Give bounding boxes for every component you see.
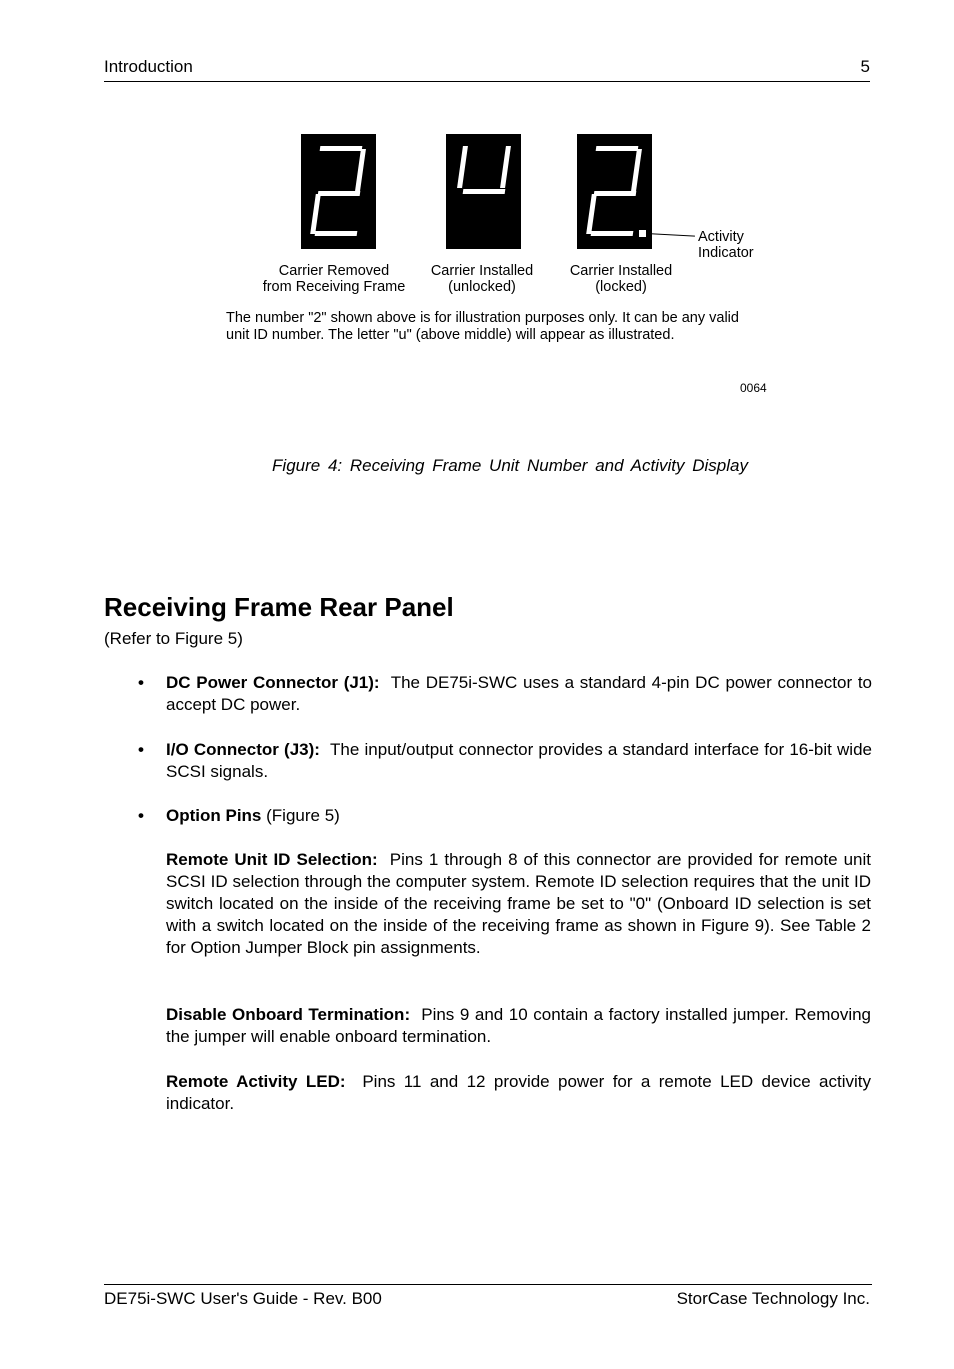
header-rule xyxy=(104,81,870,82)
paragraph-disable-termination xyxy=(166,1004,871,1048)
bullet-dc-power xyxy=(104,672,872,716)
paragraph-label: Remote Unit ID Selection: xyxy=(166,850,378,869)
footer-rule xyxy=(104,1284,872,1285)
bullet-icon: • xyxy=(138,673,144,692)
seven-segment-display-removed xyxy=(301,134,376,249)
bullet-label: Option Pins xyxy=(166,806,262,825)
paragraph-remote-unit-id xyxy=(166,849,871,959)
footer-doc-title: DE75i-SWC User's Guide - Rev. B00 xyxy=(104,1289,382,1308)
figure-caption: Figure 4: Receiving Frame Unit Number and Activity Display xyxy=(272,456,748,475)
callout-activity-indicator: Activity Indicator xyxy=(698,229,754,261)
label-carrier-removed: Carrier Removed from Receiving Frame xyxy=(262,263,406,295)
bullet-io-connector xyxy=(104,739,872,783)
bullet-icon: • xyxy=(138,806,144,825)
paragraph-label: Remote Activity LED: xyxy=(166,1072,346,1091)
footer-company: StorCase Technology Inc. xyxy=(676,1289,870,1308)
section-reference: (Refer to Figure 5) xyxy=(104,629,243,648)
bullet-option-pins xyxy=(104,805,872,827)
paragraph-text: Pins 1 through 8 of this connector are provided for remote unit SCSI ID selection through the computer system. Remote ID selection requires that the unit ID switch located on the inside of the receiving frame be set to "0" (Onboard ID selection is set with a switch located on the inside of the receiving frame as shown in Figure 9). See Table 2 for Option Jumper Block pin assignments. xyxy=(166,850,871,957)
label-carrier-locked: Carrier Installed (locked) xyxy=(569,263,673,295)
paragraph-remote-activity-led xyxy=(166,1071,871,1115)
bullet-text: The DE75i-SWC uses a standard 4-pin DC power connector to accept DC power. xyxy=(166,673,872,714)
seven-segment-display-locked xyxy=(577,134,652,249)
header-section-title: Introduction xyxy=(104,57,193,76)
figure-code: 0064 xyxy=(740,381,767,395)
bullet-text: (Figure 5) xyxy=(266,806,340,825)
figure-note: The number "2" shown above is for illustration purposes only. It can be any valid unit ID number. The letter "u" (above middle) will appear as illustrated. xyxy=(226,310,739,343)
paragraph-label: Disable Onboard Termination: xyxy=(166,1005,411,1024)
bullet-label: I/O Connector (J3): xyxy=(166,740,320,759)
bullet-icon: • xyxy=(138,740,144,759)
callout-line xyxy=(646,233,695,237)
label-carrier-unlocked: Carrier Installed (unlocked) xyxy=(430,263,534,295)
seven-segment-display-unlocked xyxy=(446,134,521,249)
paragraph-text: Pins 11 and 12 provide power for a remote LED device activity indicator. xyxy=(166,1072,872,1113)
header-page-number: 5 xyxy=(860,57,870,76)
bullet-label: DC Power Connector (J1): xyxy=(166,673,380,692)
activity-indicator-dot xyxy=(639,230,646,237)
section-title: Receiving Frame Rear Panel xyxy=(104,592,454,622)
bullet-text: The input/output connector provides a standard interface for 16-bit wide SCSI signals. xyxy=(166,740,872,781)
paragraph-text: Pins 9 and 10 contain a factory installed jumper. Removing the jumper will enable onboard termination. xyxy=(166,1005,872,1046)
